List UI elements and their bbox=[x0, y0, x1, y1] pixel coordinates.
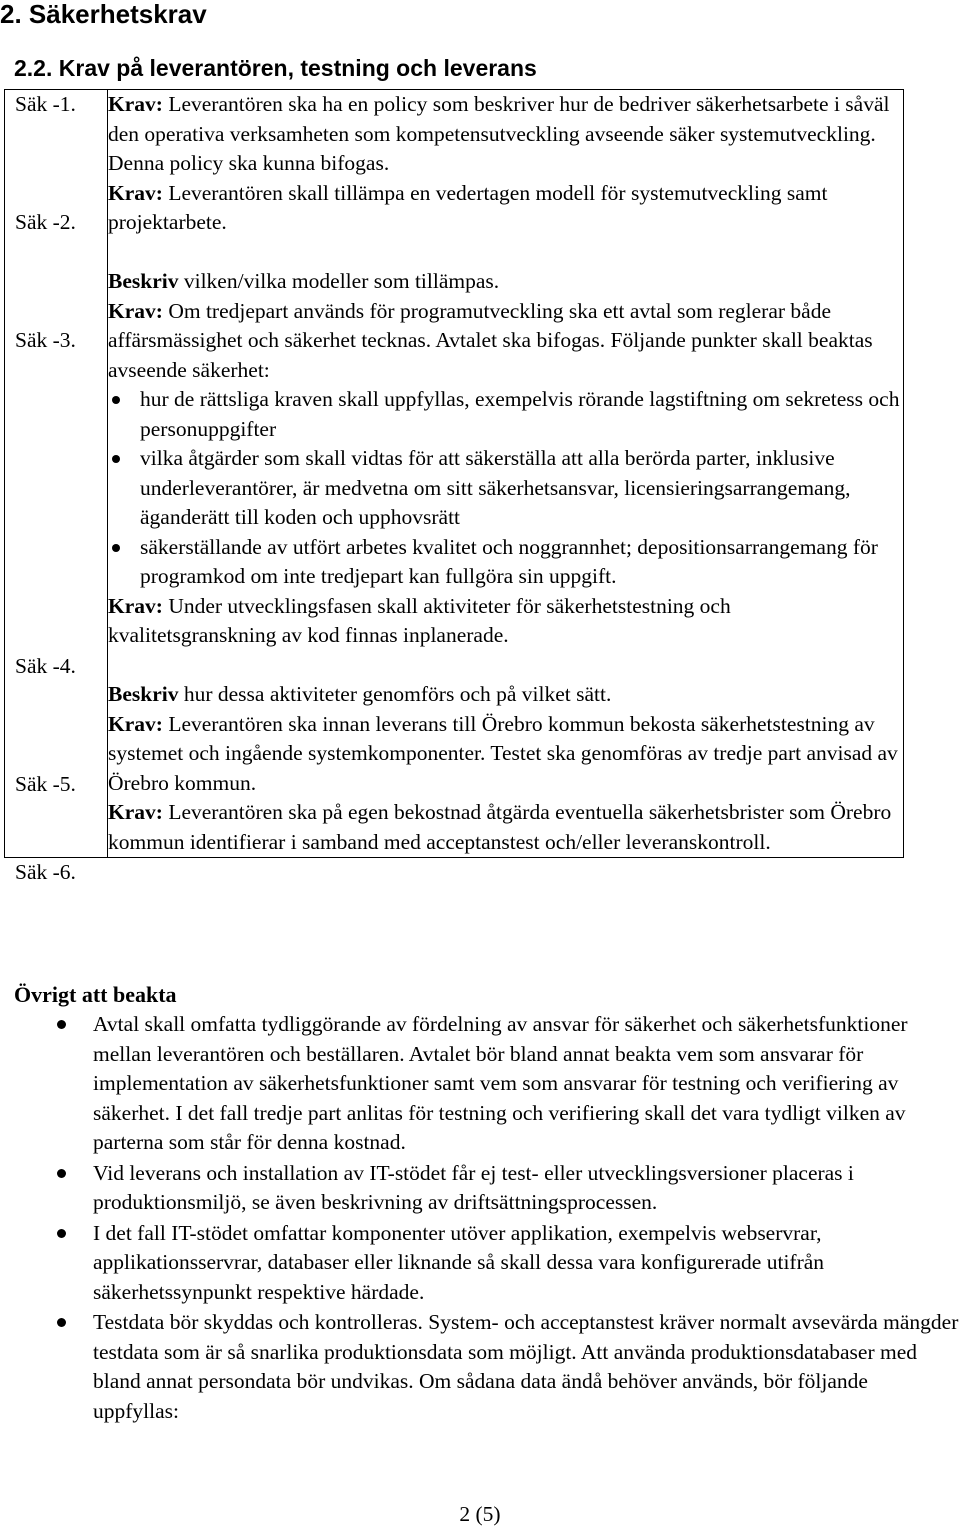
list-item: säkerställande av utfört arbetes kvalitet och noggrannhet; depositionsarrangemang för programkod om inte tredjepart kan fullgöra sin uppgift. bbox=[140, 533, 903, 592]
requirement-text bbox=[108, 179, 903, 238]
requirement-lead: Krav: bbox=[108, 711, 163, 736]
list-item: Vid leverans och installation av IT-stödet får ej test- eller utvecklingsversioner placeras i produktionsmiljö, se även beskrivning av driftsättningsprocessen. bbox=[93, 1159, 959, 1218]
requirement-id: Säk -1. bbox=[15, 92, 76, 116]
section-title: 2. Säkerhetskrav bbox=[0, 0, 207, 29]
describe-body: hur dessa aktiviteter genomförs och på vilket sätt. bbox=[178, 682, 612, 706]
requirement-lead: Krav: bbox=[108, 593, 163, 618]
requirement-body: Om tredjepart används för programutveckling ska ett avtal som reglerar både affärsmässighet och säkerhet tecknas. Avtalet ska bifogas. Följande punkter skall beaktas avseende säkerhet: bbox=[108, 298, 873, 382]
describe-lead: Beskriv bbox=[108, 682, 179, 706]
requirement-text bbox=[108, 710, 903, 799]
requirement-lead: Krav: bbox=[108, 92, 163, 116]
describe-text bbox=[108, 680, 903, 710]
requirement-id: Säk -2. bbox=[15, 210, 76, 234]
requirement-bullet-list bbox=[108, 385, 903, 592]
describe-body: vilken/vilka modeller som tillämpas. bbox=[178, 269, 500, 293]
requirement-text-column bbox=[108, 90, 904, 858]
describe-text bbox=[108, 267, 903, 297]
requirement-text bbox=[108, 90, 903, 179]
requirement-text bbox=[108, 297, 903, 386]
requirement-id-column bbox=[5, 90, 108, 884]
requirement-text bbox=[108, 798, 903, 857]
other-heading: Övrigt att beakta bbox=[14, 982, 177, 1007]
list-item: vilka åtgärder som skall vidtas för att säkerställa att alla berörda parter, inklusive underleverantörer, är medvetna om sitt säkerhetsansvar, licensieringsarrangemang, äganderätt till koden och upphovsrätt bbox=[140, 444, 903, 533]
requirement-lead: Krav: bbox=[108, 298, 163, 323]
requirement-lead: Krav: bbox=[108, 800, 163, 824]
requirement-id: Säk -6. bbox=[15, 860, 76, 884]
page-number: 2 (5) bbox=[459, 1502, 501, 1526]
describe-lead: Beskriv bbox=[108, 269, 179, 293]
other-bullet-list bbox=[93, 1010, 959, 1427]
requirement-body: Under utvecklingsfasen skall aktiviteter för säkerhetstestning och kvalitetsgranskning av kod finnas inplanerade. bbox=[108, 593, 731, 647]
requirement-id: Säk -5. bbox=[15, 772, 76, 796]
list-item: hur de rättsliga kraven skall uppfyllas, exempelvis rörande lagstiftning om sekretess och personuppgifter bbox=[140, 385, 903, 444]
list-item: I det fall IT-stödet omfattar komponenter utöver applikation, exempelvis webservrar, applikationsservrar, databaser eller liknande så skall dessa vara konfigurerade utifrån säkerhetssynpunkt respektive härdade. bbox=[93, 1219, 959, 1308]
requirements-table bbox=[4, 89, 904, 884]
requirement-text bbox=[108, 592, 903, 651]
list-item: Testdata bör skyddas och kontrolleras. System- och acceptanstest kräver normalt avsevärda mängder testdata som är så snarlika produktionsdata som möjligt. Att använda produktionsdatabaser med bland annat persondata bör undvikas. Om sådana data ändå behöver används, bör följande uppfyllas: bbox=[93, 1308, 959, 1426]
list-item: Avtal skall omfatta tydliggörande av fördelning av ansvar för säkerhet och säkerhetsfunktioner mellan leverantören och beställaren. Avtalet bör bland annat beakta vem som ansvarar för implementation av säkerhetsfunktioner samt vem som ansvarar för testning och verifiering av säkerhet. I det fall tredje part anlitas för testning och verifiering skall det vara tydligt vilken av parterna som står för denna kostnad. bbox=[93, 1010, 959, 1158]
requirement-body: Leverantören ska på egen bekostnad åtgärda eventuella säkerhetsbrister som Örebro kommun identifierar i samband med acceptanstest och/eller leveranskontroll. bbox=[108, 800, 892, 854]
requirement-lead: Krav: bbox=[108, 180, 163, 205]
requirement-id: Säk -4. bbox=[15, 654, 76, 678]
table-row bbox=[5, 90, 904, 858]
requirement-body: Leverantören ska innan leverans till Örebro kommun bekosta säkerhetstestning av systemet och ingående systemkomponenter. Testet ska genomföras av tredje part anvisad av Örebro kommun. bbox=[108, 711, 898, 795]
subsection-title: 2.2. Krav på leverantören, testning och leverans bbox=[14, 55, 537, 81]
requirement-body: Leverantören ska ha en policy som beskriver hur de bedriver säkerhetsarbete i såväl den operativa verksamheten som kompetensutveckling avseende säker systemutveckling. Denna policy ska kunna bifogas. bbox=[108, 92, 890, 175]
requirement-body: Leverantören skall tillämpa en vedertagen modell för systemutveckling samt projektarbete. bbox=[108, 180, 828, 234]
requirement-id: Säk -3. bbox=[15, 328, 76, 352]
